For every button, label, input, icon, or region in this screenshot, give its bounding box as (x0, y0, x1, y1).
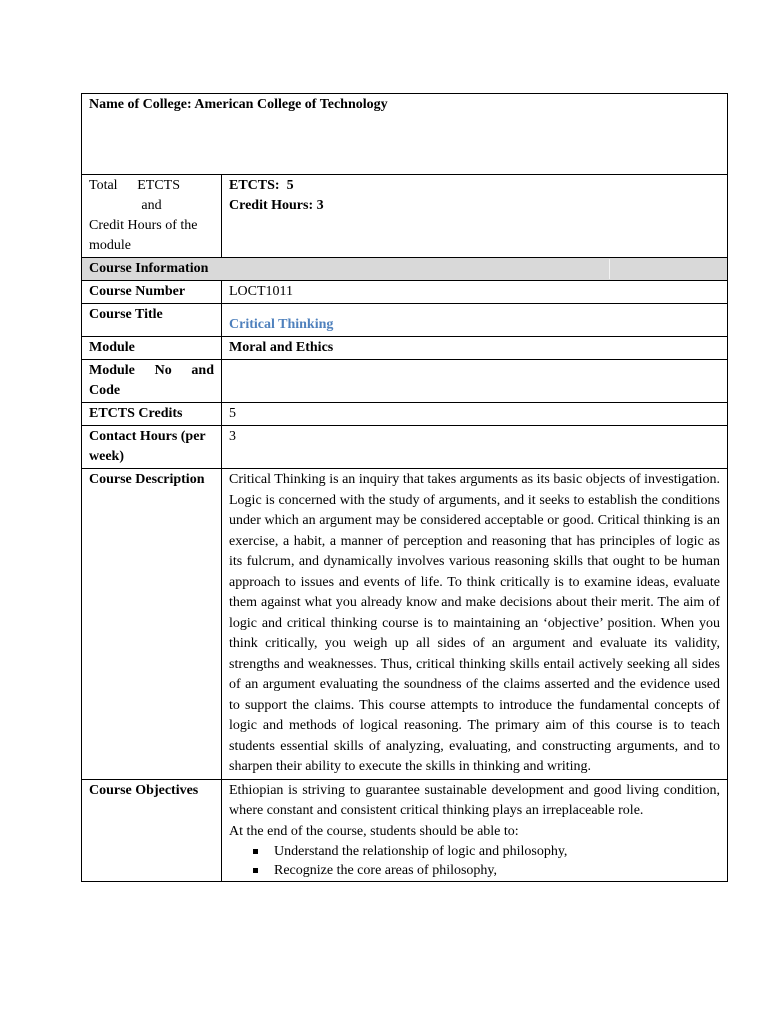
etcts-credits-value: 5 (222, 403, 728, 426)
course-number-label: Course Number (82, 281, 222, 304)
etcts-value: 5 (286, 178, 294, 193)
bullet-icon (253, 849, 258, 854)
objectives-intro: Ethiopian is striving to guarantee sustainable development and good living condition, where constant and consistent critical thinking plays an irreplaceable role. (229, 782, 720, 818)
course-objectives-label: Course Objectives (82, 779, 222, 882)
credits-label-line3-text: Credit Hours of the (89, 218, 198, 233)
module-no-word1: Module (89, 363, 135, 378)
contact-hours-label (82, 426, 222, 469)
course-title-label: Course Title (82, 304, 222, 337)
header-divider (609, 259, 727, 279)
credits-value-cell (222, 175, 728, 258)
module-label: Module (82, 337, 222, 360)
college-cell (82, 94, 728, 175)
course-information-cell (82, 258, 728, 281)
contact-hours-value: 3 (222, 426, 728, 469)
credits-label-and: and (141, 198, 162, 213)
course-description-row (82, 469, 728, 780)
etcts-word: ETCTS (137, 178, 180, 193)
etcts-credits-label: ETCTS Credits (82, 403, 222, 426)
credits-label-line3 (89, 216, 214, 236)
course-objectives-cell (222, 779, 728, 882)
course-title-row (82, 304, 728, 337)
module-no-label-line2: Code (89, 383, 121, 398)
credits-label-line1 (89, 176, 214, 196)
module-value: Moral and Ethics (222, 337, 728, 360)
objectives-list (229, 842, 720, 880)
contact-hours-label-line1: Contact Hours (per (89, 429, 206, 444)
module-row (82, 337, 728, 360)
module-no-label (82, 360, 222, 403)
etcts-credits-row (82, 403, 728, 426)
etcts-line (229, 176, 720, 196)
course-table (81, 93, 728, 882)
objectives-lead: At the end of the course, students should be able to: (229, 823, 519, 839)
credit-hours-value: 3 (316, 198, 324, 213)
module-no-row (82, 360, 728, 403)
course-description-text: Critical Thinking is an inquiry that takes arguments as its basic objects of investigation. Logic is concerned with the study of arguments, and it seeks to establish the conditions under which an argument may be considered acceptable or good. Critical thinking is an exercise, a habit, a manner of perception and reasoning that has principles of logic as its fulcrum, and dynamically involves various reasoning skills that ought to be human approach to issues and events of life. To think critically is to examine ideas, evaluate them against what you already know and make decisions about their merit. The aim of logic and critical thinking course is to maintaining an ‘objective’ position. When you think critically, you weigh up all sides of an argument and evaluate its validity, strengths and weaknesses. Thus, critical thinking skills entail actively seeking all sides of an argument evaluating the soundness of the claims asserted and the evidence used to support the claims. This course attempts to introduce the fundamental concepts of logic and methods of logical reasoning. The primary aim of this course is to teach students essential skills of analyzing, evaluating, and constructing arguments, and to sharpen their ability to execute the skills in thinking and writing. (222, 469, 728, 780)
module-no-word2: No (154, 363, 172, 378)
module-no-word3: and (191, 363, 214, 378)
bullet-icon (253, 868, 258, 873)
objective-item-text: Understand the relationship of logic and philosophy, (274, 844, 568, 859)
credits-label-cell (82, 175, 222, 258)
objective-item (229, 842, 720, 861)
course-information-heading: Course Information (89, 261, 209, 276)
objective-item-text: Recognize the core areas of philosophy, (274, 863, 498, 878)
college-label: Name of College: (89, 97, 192, 112)
course-number-value: LOCT1011 (222, 281, 728, 304)
college-name: American College of Technology (194, 97, 388, 112)
course-objectives-row (82, 779, 728, 882)
credit-hours-label: Credit Hours: (229, 198, 314, 213)
college-row (82, 94, 728, 175)
contact-hours-row (82, 426, 728, 469)
course-description-label: Course Description (82, 469, 222, 780)
module-no-value (222, 360, 728, 403)
total-word: Total (89, 178, 118, 193)
course-information-row (82, 258, 728, 281)
course-title-cell (222, 304, 728, 337)
contact-hours-label-line2: week) (89, 449, 124, 464)
credit-hours-line (229, 196, 720, 216)
objective-item (229, 861, 720, 880)
etcts-label: ETCTS: (229, 178, 280, 193)
course-number-row (82, 281, 728, 304)
course-title-value: Critical Thinking (229, 317, 334, 332)
credits-label-line4: module (89, 238, 131, 253)
module-no-label-line1 (89, 361, 214, 381)
credits-row (82, 175, 728, 258)
